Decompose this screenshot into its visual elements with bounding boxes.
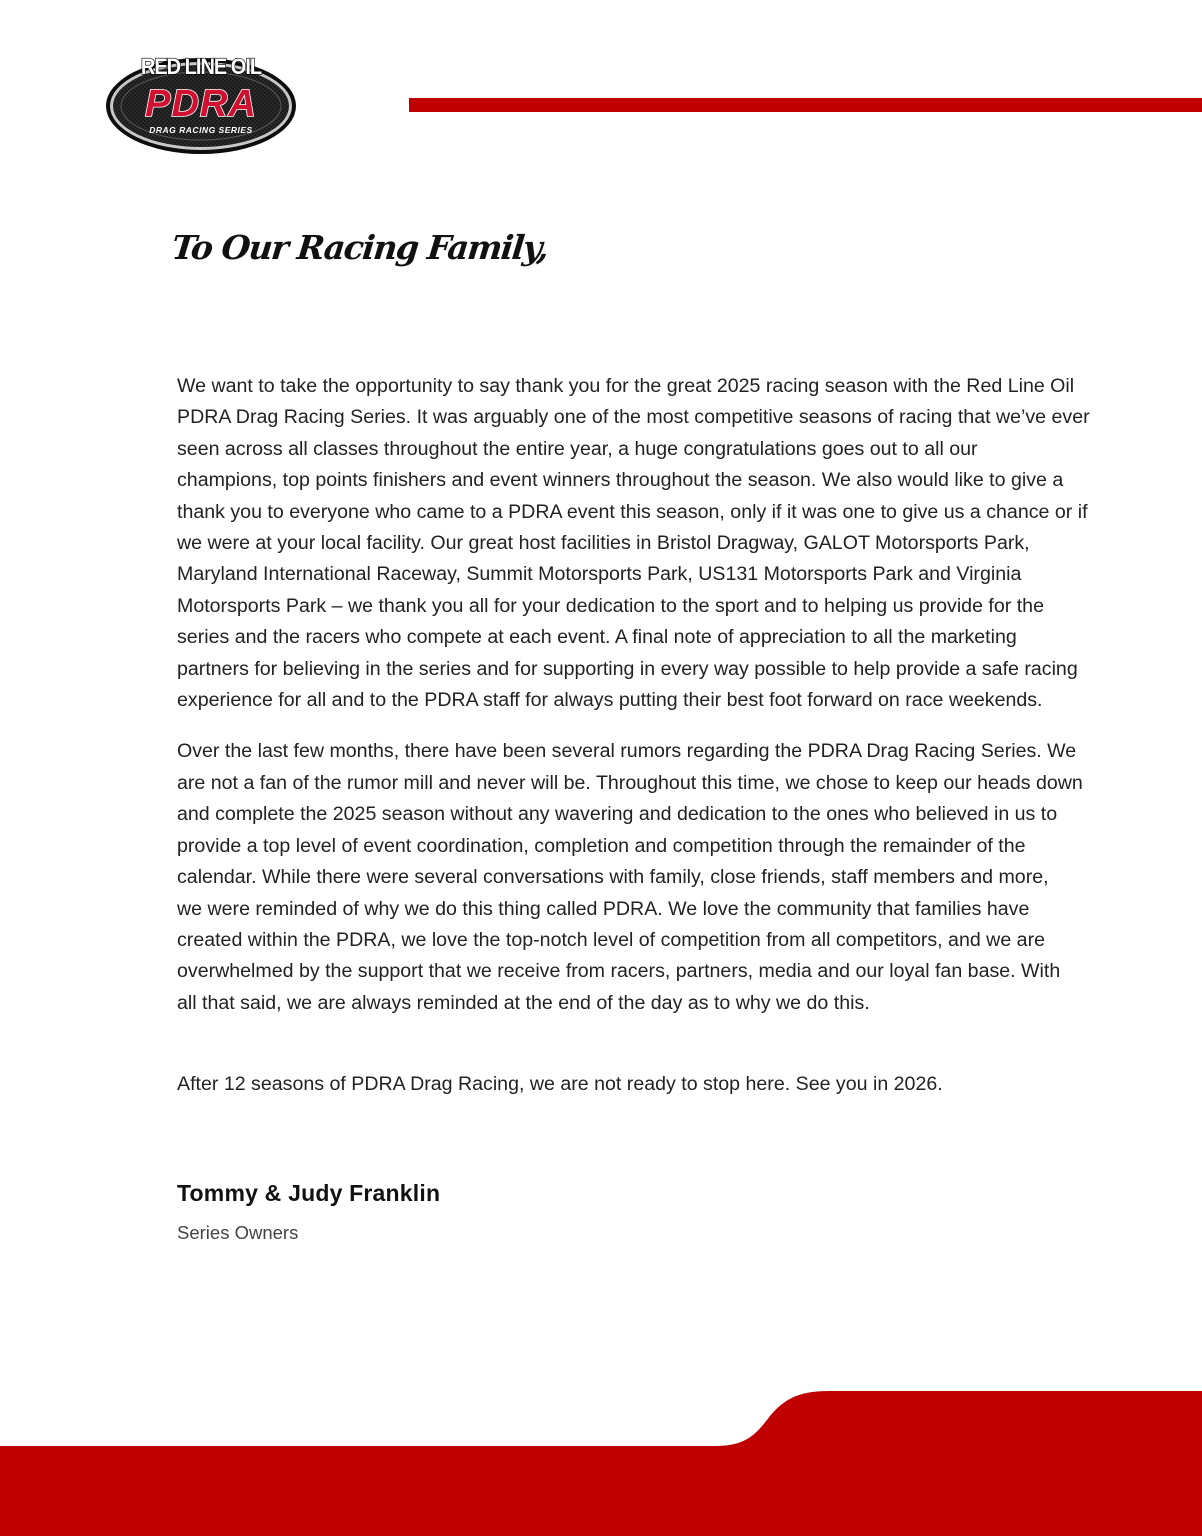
text-line: and complete the 2025 season without any wavering and dedication to the ones who believed in us to xyxy=(177,803,1058,826)
salutation: To Our Racing Family, xyxy=(169,228,550,267)
text-line: Maryland International Raceway, Summit Motorsports Park, US131 Motorsports Park and Virginia xyxy=(177,563,1022,586)
text-line: We want to take the opportunity to say thank you for the great 2025 racing season with the Red Line Oil xyxy=(177,375,1075,397)
text-line: thank you to everyone who came to a PDRA event this season, only if it was one to give us a chance or if xyxy=(177,500,1088,523)
letter-body xyxy=(177,371,1090,1019)
logo-main-text: PDRA xyxy=(145,83,257,125)
header-red-rule xyxy=(409,98,1202,112)
text-line: calendar. While there were several conversations with family, close friends, staff members and more, xyxy=(177,866,1049,889)
signature-name: Tommy & Judy Franklin xyxy=(177,1180,441,1206)
text-line: provide a top level of event coordination, completion and competition through the remainder of the xyxy=(177,834,1026,857)
text-line: experience for all and to the PDRA staff for always putting their best foot forward on race weekends. xyxy=(177,689,1043,712)
logo-top-text: RED LINE OIL xyxy=(140,55,262,80)
text-line: we were at your local facility. Our great host facilities in Bristol Dragway, GALOT Motorsports Park, xyxy=(177,532,1030,555)
text-line: series and the racers who compete at each event. A final note of appreciation to all the marketing xyxy=(177,626,1017,649)
text-line: all that said, we are always reminded at the end of the day as to why we do this. xyxy=(177,991,870,1014)
footer-red-wave xyxy=(0,1380,1202,1536)
text-line: partners for believing in the series and for supporting in every way possible to help provide a safe racing xyxy=(177,657,1078,680)
text-line: we were reminded of why we do this thing called PDRA. We love the community that families have xyxy=(177,897,1030,920)
signature-title: Series Owners xyxy=(177,1222,299,1243)
text-line: champions, top points finishers and event winners throughout the season. We also would like to give a xyxy=(177,469,1064,492)
text-line: After 12 seasons of PDRA Drag Racing, we are not ready to stop here. See you in 2026. xyxy=(177,1073,943,1095)
paragraph-closing xyxy=(177,1069,943,1100)
text-line: Motorsports Park – we thank you all for your dedication to the sport and to helping us provide for the xyxy=(177,594,1044,617)
paragraph-rumors xyxy=(177,736,1083,1019)
text-line: PDRA Drag Racing Series. It was arguably one of the most competitive seasons of racing that we’ve ever xyxy=(177,406,1090,429)
text-line: are not a fan of the rumor mill and never will be. Throughout this time, we chose to keep our heads down xyxy=(177,771,1083,794)
text-line: Over the last few months, there have been several rumors regarding the PDRA Drag Racing Series. We xyxy=(177,740,1077,763)
paragraph-thank-you xyxy=(177,371,1090,716)
text-line: overwhelmed by the support that we receive from racers, partners, media and our loyal fan base. With xyxy=(177,960,1061,983)
logo-bottom-text: DRAG RACING SERIES xyxy=(149,125,253,135)
text-line: seen across all classes throughout the entire year, a huge congratulations goes out to all our xyxy=(177,437,978,460)
text-line: created within the PDRA, we love the top-notch level of competition from all competitors, and we are xyxy=(177,928,1045,951)
pdra-logo xyxy=(104,50,298,156)
